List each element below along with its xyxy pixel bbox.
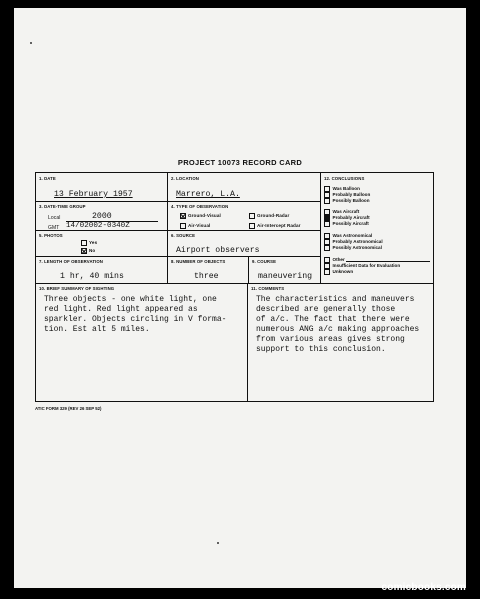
conclusion-probably-astronomical: Probably Astronomical	[324, 239, 383, 245]
photos-label: 5. PHOTOS	[39, 233, 63, 238]
location-value: Marrero, L.A.	[176, 190, 240, 199]
gmt-time: 14/02002-0340Z	[66, 222, 130, 230]
checkbox-checked-icon	[180, 213, 186, 219]
conclusion-insufficient: Insufficient Data for Evaluation	[324, 263, 400, 269]
divider	[36, 201, 320, 202]
conclusion-was-astronomical: Was Astronomical	[324, 233, 372, 239]
dtg-label: 3. DATE-TIME GROUP	[39, 204, 86, 209]
divider	[167, 173, 168, 283]
checkbox-icon	[324, 186, 330, 192]
conclusions-label: 12. CONCLUSIONS	[324, 176, 365, 181]
air-intercept-text: Air-Intercept Radar	[257, 223, 301, 229]
divider	[36, 256, 320, 257]
divider	[247, 283, 248, 401]
course-label: 9. COURSE	[252, 259, 277, 264]
form-id: ATIC FORM 329 (REV 26 SEP 52)	[35, 406, 102, 411]
course-value: maneuvering	[258, 272, 313, 281]
gmt-label: GMT	[48, 225, 60, 231]
conclusion-unknown: Unknown	[324, 269, 353, 275]
photos-no-text: No	[89, 248, 96, 254]
summary-label: 10. BRIEF SUMMARY OF SIGHTING	[39, 286, 115, 291]
conclusion-possibly-balloon: Possibly Balloon	[324, 198, 370, 204]
conclusion-probably-balloon: Probably Balloon	[324, 192, 370, 198]
conclusion-was-aircraft: Was Aircraft	[324, 209, 359, 215]
paper-speck	[30, 42, 32, 44]
divider	[36, 230, 320, 231]
photos-yes-text: Yes	[89, 240, 98, 246]
air-visual-option	[180, 223, 210, 229]
checkbox-checked-icon	[81, 248, 87, 254]
divider	[248, 256, 249, 283]
conclusion-other: Other	[324, 257, 345, 263]
checkbox-icon	[324, 245, 330, 251]
checkbox-icon	[324, 257, 330, 263]
number-label: 8. NUMBER OF OBJECTS	[171, 259, 226, 264]
divider	[36, 283, 433, 284]
ground-visual-option	[180, 213, 221, 219]
checkbox-checked-icon	[324, 215, 330, 221]
watermark: comicbooks.com	[381, 582, 466, 593]
checkbox-icon	[324, 221, 330, 227]
underline	[346, 261, 430, 262]
divider	[320, 173, 321, 283]
source-label: 6. SOURCE	[171, 233, 196, 238]
checkbox-icon	[249, 213, 255, 219]
ground-radar-text: Ground-Radar	[257, 213, 290, 219]
air-visual-text: Air-Visual	[188, 223, 211, 229]
checkbox-icon	[81, 240, 87, 246]
card-title: PROJECT 10073 RECORD CARD	[177, 158, 303, 167]
local-time: 2000	[92, 212, 112, 221]
summary-text: Three objects - one white light, one red light. Red light appeared as sparkler. Objects circling in V forma- tion. Est alt 5 miles.	[44, 295, 227, 334]
number-value: three	[194, 272, 219, 281]
local-label: Local	[48, 215, 61, 221]
checkbox-icon	[324, 233, 330, 239]
comments-text: The characteristics and maneuvers described are generally those of a/c. The fact that there were numerous ANG a/c making approaches from various areas gives strong support to this conclusion.	[256, 295, 420, 354]
checkbox-icon	[324, 192, 330, 198]
conclusion-possibly-astronomical: Possibly Astronomical	[324, 245, 382, 251]
length-value: 1 hr, 40 mins	[60, 272, 124, 281]
conclusion-was-balloon: Was Balloon	[324, 186, 360, 192]
comments-label: 11. COMMENTS	[251, 286, 285, 291]
photos-yes-option	[81, 240, 97, 246]
paper-speck	[217, 542, 219, 544]
source-value: Airport observers	[176, 246, 260, 255]
record-card	[35, 172, 434, 402]
checkbox-icon	[249, 223, 255, 229]
photos-no-option	[81, 248, 95, 254]
observation-type-label: 4. TYPE OF OBSERVATION	[171, 204, 229, 209]
air-intercept-option	[249, 223, 301, 229]
checkbox-icon	[324, 209, 330, 215]
checkbox-icon	[324, 198, 330, 204]
ground-radar-option	[249, 213, 289, 219]
length-label: 7. LENGTH OF OBSERVATION	[39, 259, 103, 264]
conclusion-probably-aircraft: Probably Aircraft	[324, 215, 370, 221]
ground-visual-text: Ground-Visual	[188, 213, 221, 219]
checkbox-icon	[324, 239, 330, 245]
checkbox-icon	[324, 263, 330, 269]
checkbox-icon	[324, 269, 330, 275]
date-value: 13 February 1957	[54, 190, 133, 199]
location-label: 2. LOCATION	[171, 176, 199, 181]
checkbox-icon	[180, 223, 186, 229]
date-label: 1. DATE	[39, 176, 56, 181]
conclusion-possibly-aircraft: Possibly Aircraft	[324, 221, 369, 227]
